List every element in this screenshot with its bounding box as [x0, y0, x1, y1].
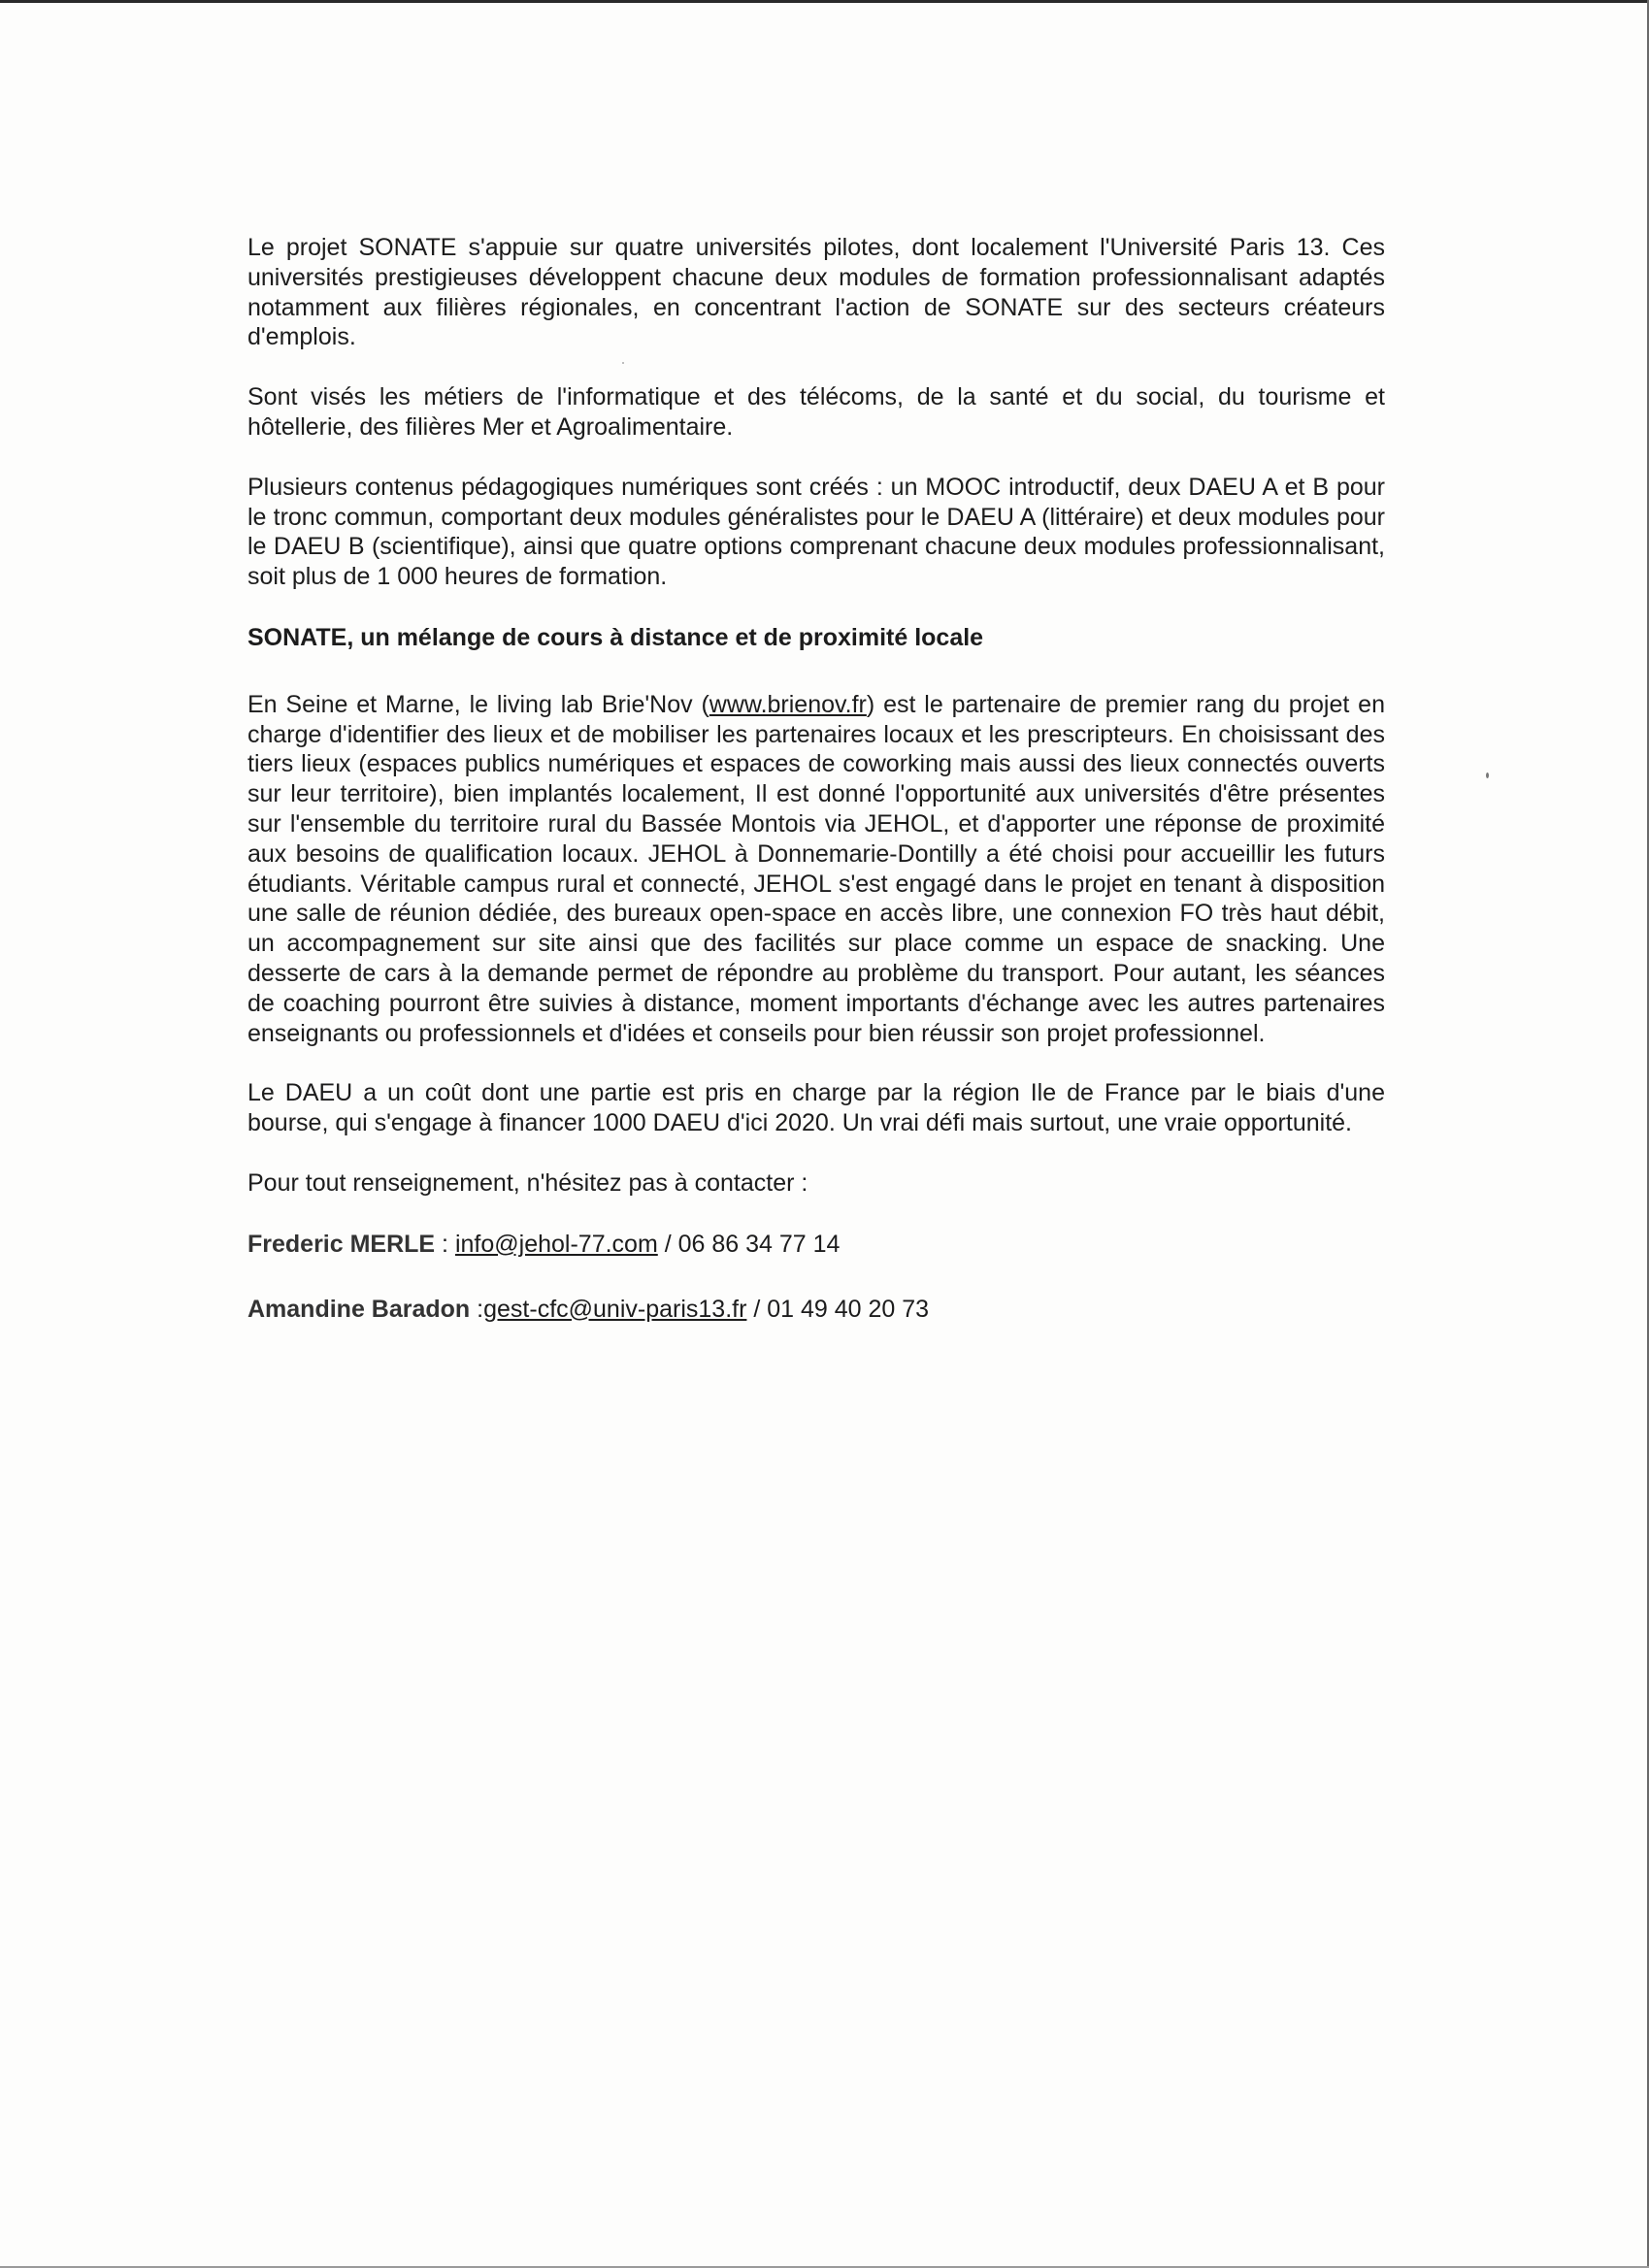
- paragraph-target-professions: Sont visés les métiers de l'informatique et des télécoms, de la santé et du social, du tourisme et hôtellerie, des filières Mer et Agroalimentaire.: [247, 383, 1385, 441]
- scan-speck: [1486, 772, 1489, 778]
- paragraph-living-lab: [247, 690, 1385, 1049]
- contact-name: Frederic MERLE: [247, 1230, 436, 1258]
- scan-top-edge: [0, 0, 1649, 3]
- section-heading: SONATE, un mélange de cours à distance et de proximité locale: [247, 623, 984, 651]
- contact-intro: Pour tout renseignement, n'hésitez pas à contacter :: [247, 1168, 808, 1197]
- document-body: [247, 233, 1385, 1324]
- contact-phone: / 01 49 40 20 73: [746, 1295, 930, 1323]
- paragraph-sonate-universities: Le projet SONATE s'appuie sur quatre universités pilotes, dont localement l'Université Paris 13. Ces universités prestigieuses développent chacune deux modules de formation professionnalisant adaptés notamment aux filières régionales, en concentrant l'action de SONATE sur des secteurs créateurs d'emplois.: [247, 234, 1385, 351]
- contact-separator: :: [435, 1230, 455, 1258]
- living-lab-text-after: ) est le partenaire de premier rang du projet en charge d'identifier des lieux et de mobiliser les partenaires locaux et les prescripteurs. En choisissant des tiers lieux (espaces publics numériques et espaces de coworking mais aussi des lieux connectés ouverts sur leur territoire), bien implantés localement, Il est donné l'opportunité aux universités d'être présentes sur l'ensemble du territoire rural du Bassée Montois via JEHOL, et d'apporter une réponse de proximité aux besoins de qualification locaux. JEHOL à Donnemarie-Dontilly a été choisi pour accueillir les futurs étudiants. Véritable campus rural et connecté, JEHOL s'est engagé dans le projet en tenant à disposition une salle de réunion dédiée, des bureaux open-space en accès libre, une connexion FO très haut débit, un accompagnement sur site ainsi que des facilités sur place comme un espace de snacking. Une desserte de cars à la demande permet de répondre au problème du transport. Pour autant, les séances de coaching pourront être suivies à distance, moment importants d'échange avec les autres partenaires enseignants ou professionnels et d'idées et conseils pour bien réussir son projet professionnel.: [247, 690, 1385, 1047]
- contact-phone: / 06 86 34 77 14: [657, 1230, 841, 1258]
- brienov-link[interactable]: www.brienov.fr: [709, 690, 867, 718]
- contact-name: Amandine Baradon: [247, 1295, 471, 1323]
- contact-email-link[interactable]: gest-cfc@univ-paris13.fr: [483, 1295, 747, 1323]
- paragraph-funding: Le DAEU a un coût dont une partie est pris en charge par la région Ile de France par le biais d'une bourse, qui s'engage à financer 1000 DAEU d'ici 2020. Un vrai défi mais surtout, une vraie opportunité.: [247, 1079, 1385, 1137]
- contact-frederic-merle: [247, 1230, 1385, 1260]
- paragraph-digital-content: Plusieurs contenus pédagogiques numériques sont créés : un MOOC introductif, deux DAEU A et B pour le tronc commun, comportant deux modules généralistes pour le DAEU A (littéraire) et deux modules pour le DAEU B (scientifique), ainsi que quatre options comprenant chacune deux modules professionnalisant, soit plus de 1 000 heures de formation.: [247, 473, 1385, 591]
- contact-separator: :: [470, 1295, 484, 1323]
- contact-email-link[interactable]: info@jehol-77.com: [454, 1230, 658, 1258]
- contact-amandine-baradon: [247, 1295, 1385, 1325]
- living-lab-text-before: En Seine et Marne, le living lab Brie'Nov (: [247, 690, 709, 718]
